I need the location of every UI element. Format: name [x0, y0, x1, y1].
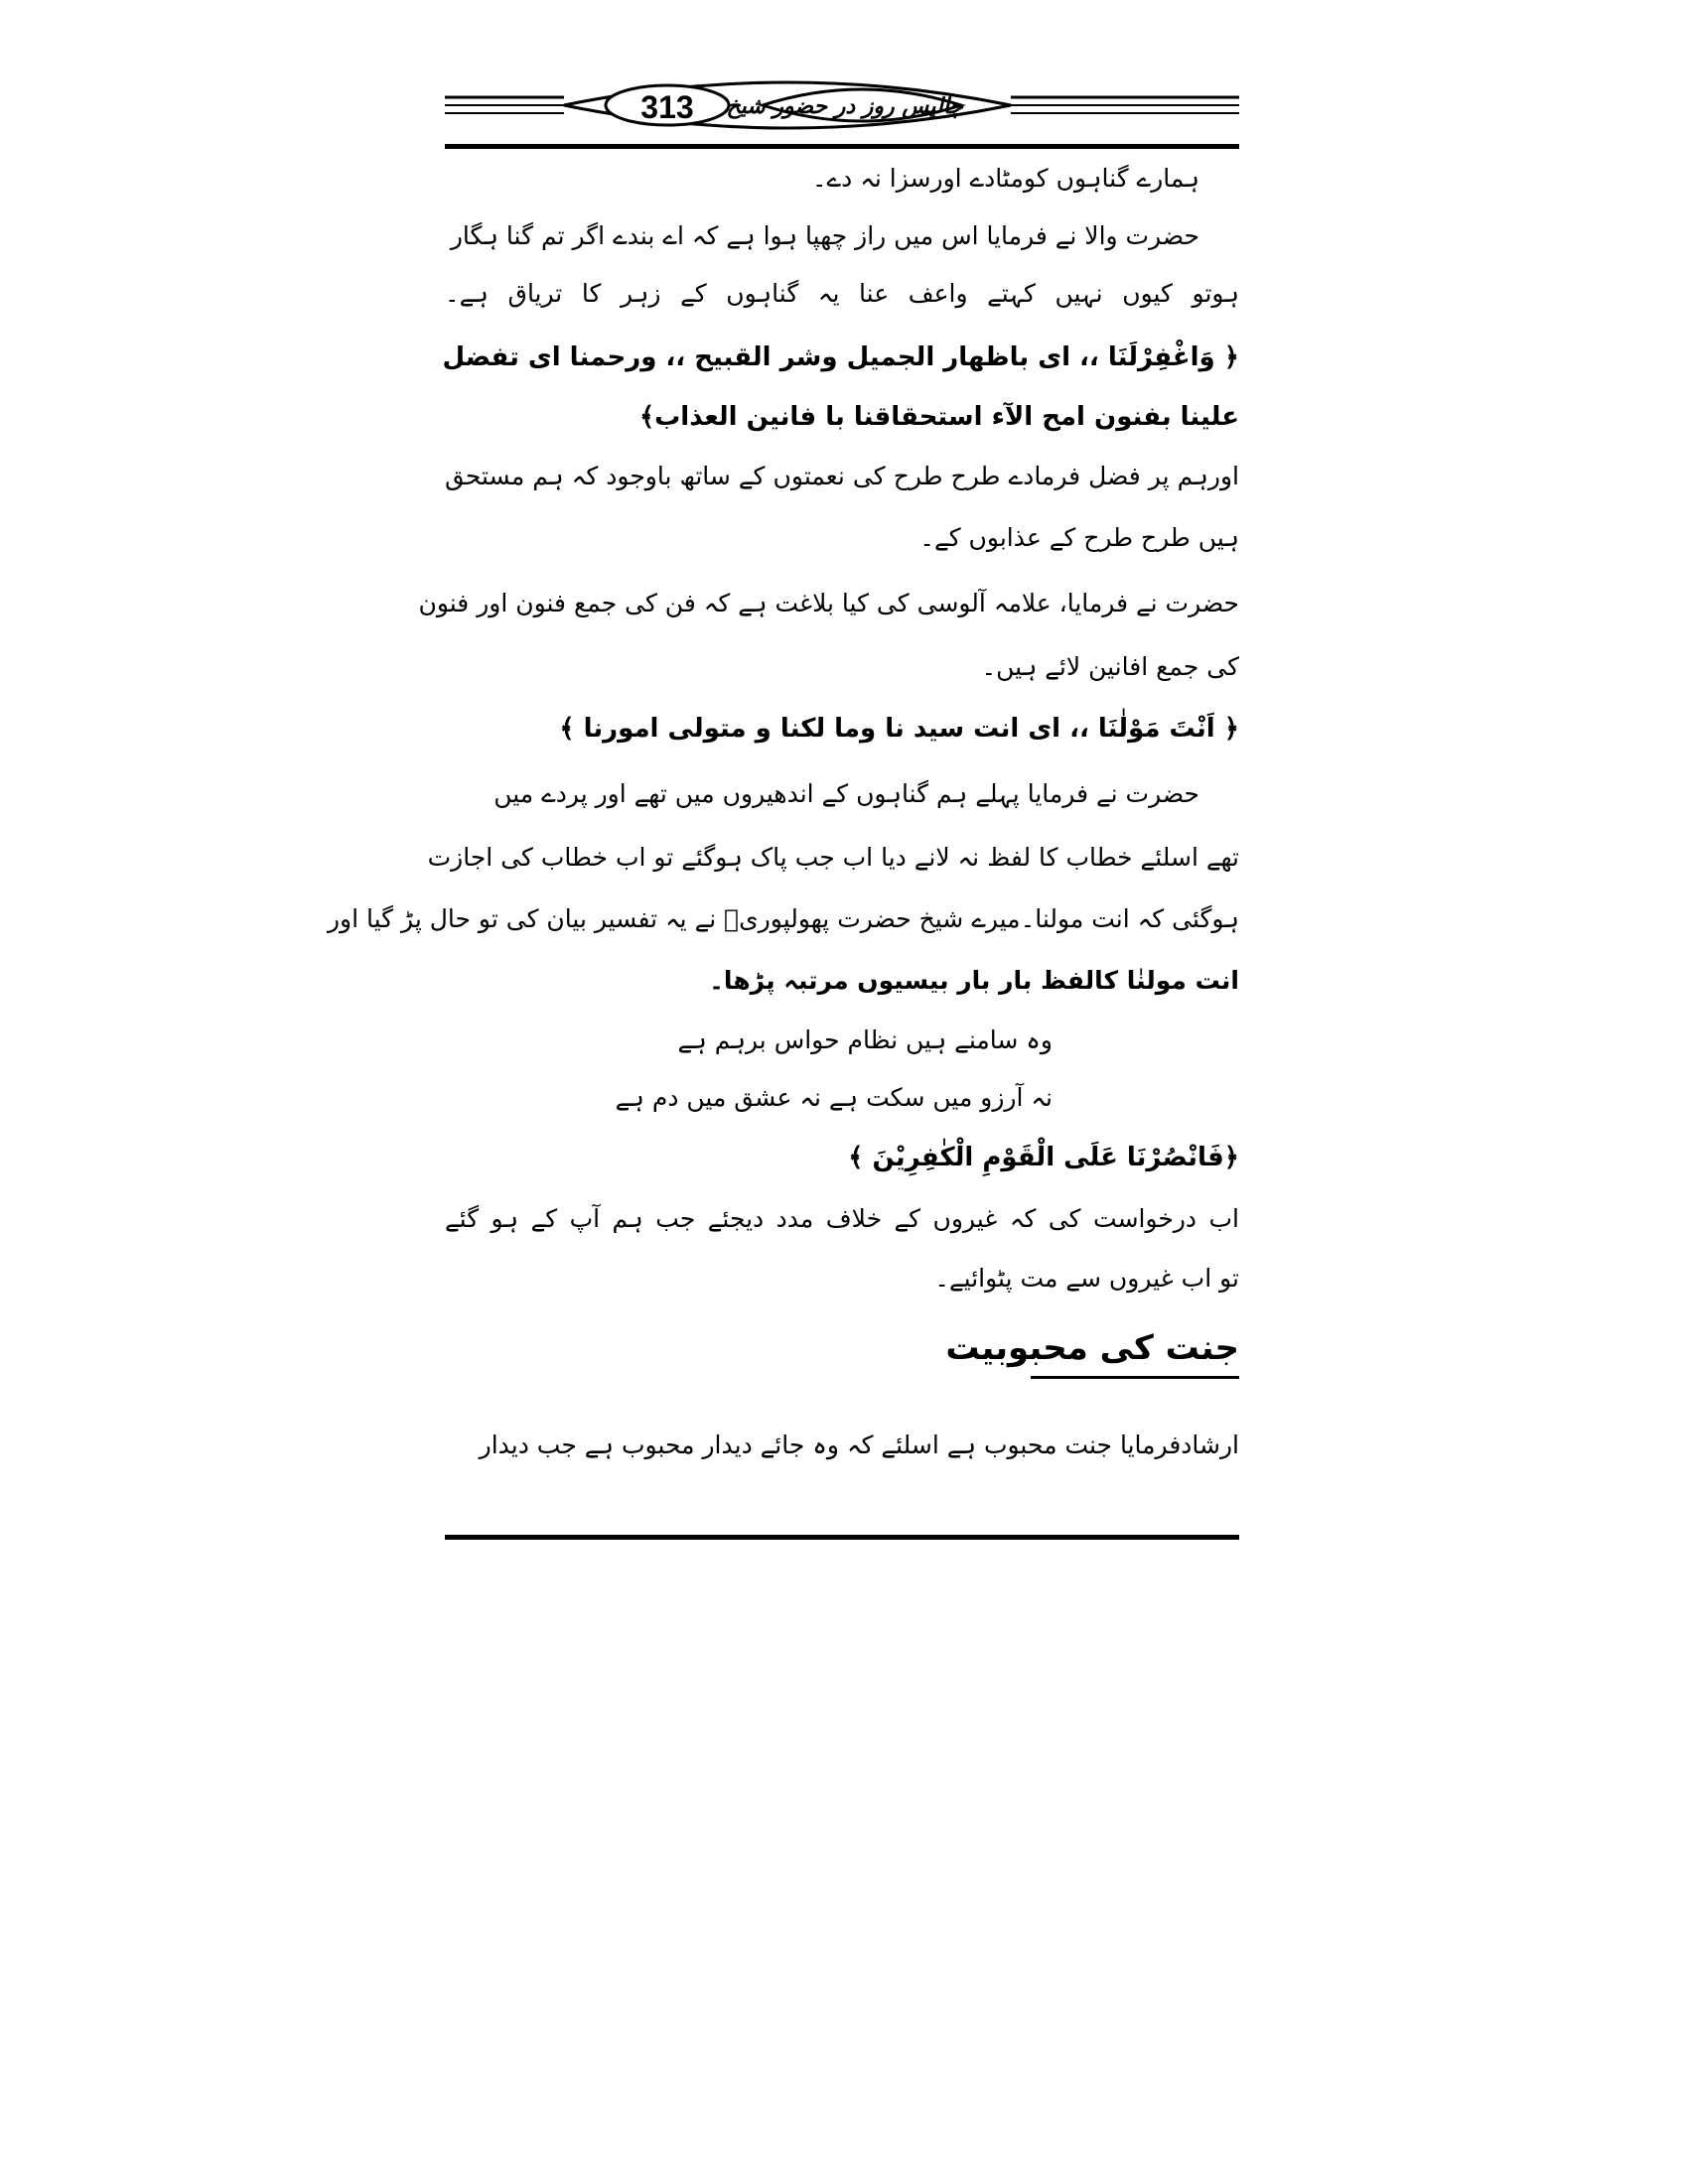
header-rule	[445, 144, 1239, 149]
text-line: تو اب غیروں سے مت پٹوائیے۔	[934, 1264, 1239, 1293]
poem-verse: نہ آرزو میں سکت ہے نہ عشق میں دم ہے	[615, 1083, 1053, 1112]
text-line: انت مولنٰا کالفظ بار بار بیسیوں مرتبہ پڑھا۔	[709, 966, 1239, 995]
text-line: اورہم پر فضل فرمادے طرح طرح کی نعمتوں کے ساتھ باوجود کہ ہم مستحق	[445, 462, 1239, 490]
text-line: ہوگئی کہ انت مولنا۔میرے شیخ حضرت پھولپوریؒ نے یہ تفسیر بیان کی تو حال پڑ گیا اور	[327, 904, 1239, 933]
footer-rule	[445, 1535, 1239, 1540]
text-line: ہیں طرح طرح کے عذابوں کے۔	[919, 523, 1239, 552]
text-line: ارشادفرمایا جنت محبوب ہے اسلئے کہ وہ جائے دیدار محبوب ہے جب دیدار	[479, 1431, 1239, 1459]
section-heading: جنت کی محبوبیت	[945, 1328, 1239, 1368]
text-line: حضرت والا نے فرمایا اس میں راز چھپا ہوا ہے کہ اے بندے اگر تم گنا ہگار	[450, 221, 1199, 250]
text-line: حضرت نے فرمایا، علامہ آلوسی کی کیا بلاغت ہے کہ فن کی جمع فنون اور فنون	[418, 589, 1239, 617]
arabic-line: علينا بفنون امح الآء استحقاقنا با فانين العذاب﴾	[638, 402, 1239, 432]
text-line: کی جمع افانین لائے ہیں۔	[981, 652, 1239, 681]
arabic-line: ﴿فَانْصُرْنَا عَلَى الْقَوْمِ الْكٰفِرِيْنَ ﴾	[848, 1143, 1239, 1172]
text-line: حضرت نے فرمایا پہلے ہم گناہوں کے اندھیروں میں تھے اور پردے میں	[493, 779, 1199, 808]
text-line: تھے اسلئے خطاب کا لفظ نہ لانے دیا اب جب پاک ہوگئے تو اب خطاب کی اجازت	[427, 843, 1239, 872]
arabic-line: ﴿ وَاغْفِرْلَنَا ،، ای باظهار الجميل وشر القبيح ،، ورحمنا ای تفضل	[442, 342, 1239, 372]
text-line: اب درخواست کی کہ غیروں کے خلاف مدد دیجئے جب ہم آپ کے ہو گئے	[445, 1204, 1239, 1233]
running-title: چالیس روز در حضور شیخ	[726, 94, 963, 119]
text-line: ہمارے گناہوں کومٹادے اورسزا نہ دے۔	[811, 164, 1199, 193]
arabic-line: ﴿ اَنْتَ مَوْلٰنَا ،، ای انت سید نا وما لکنا و متولی امورنا ﴾	[559, 714, 1239, 744]
poem-verse: وہ سامنے ہیں نظام حواس برہم ہے	[677, 1025, 1053, 1054]
heading-underline	[1031, 1376, 1239, 1379]
page-number: 313	[640, 89, 694, 125]
text-line: ہوتو کیوں نہیں کہتے واعف عنا یہ گناہوں کے زہر کا تریاق ہے۔	[445, 279, 1239, 308]
